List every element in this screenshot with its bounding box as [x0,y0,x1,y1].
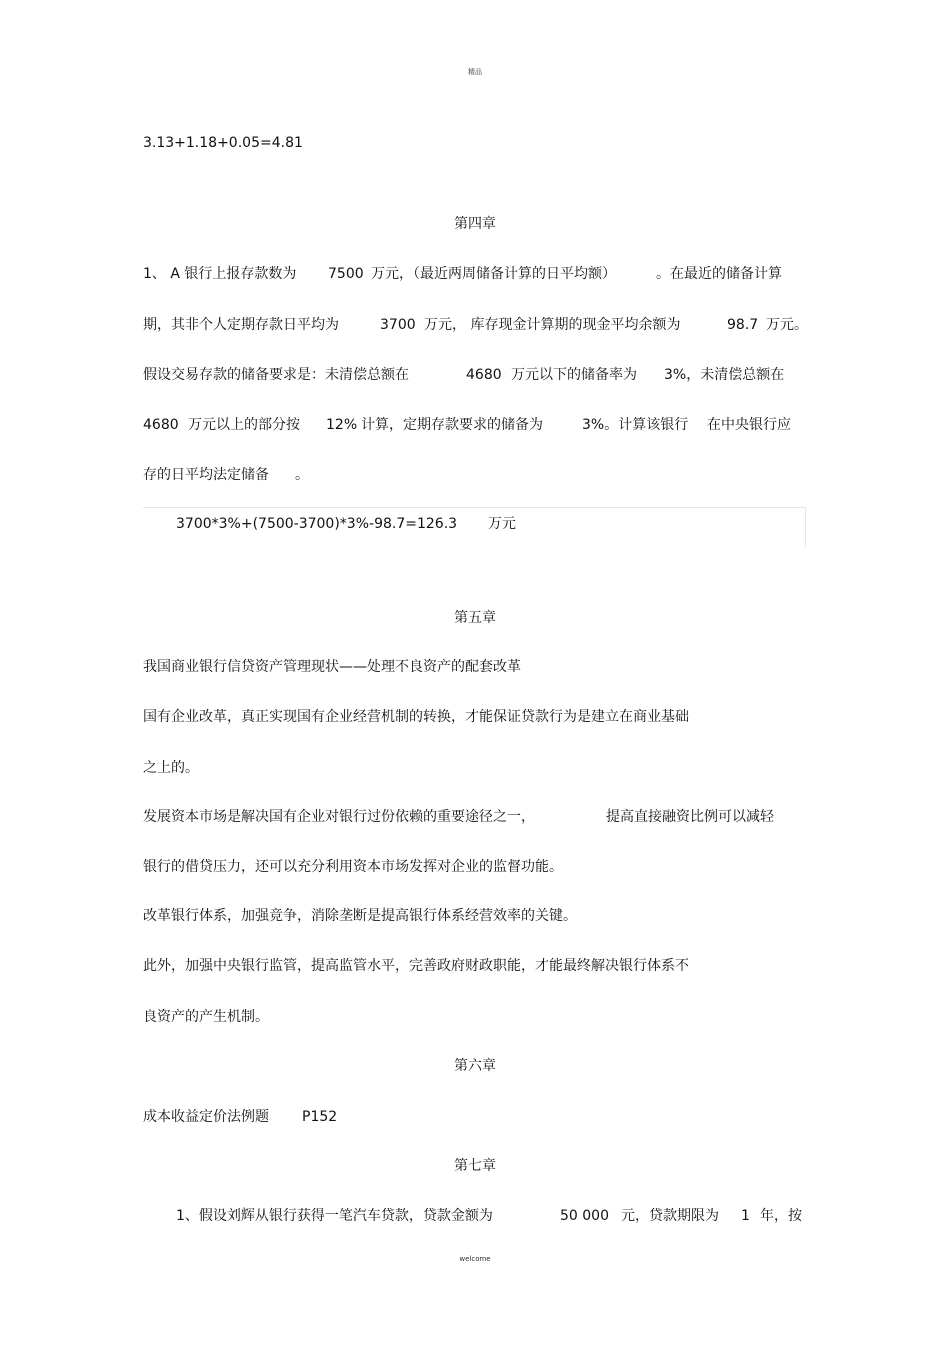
paragraph-line: 发展资本市场是解决国有企业对银行过份依赖的重要途径之一， [143,809,535,825]
question-text: 存的日平均法定储备 [143,467,269,483]
paragraph-line: 银行的借贷压力，还可以充分利用资本市场发挥对企业的监督功能。 [143,859,563,875]
chapter-heading-7: 第七章 [454,1158,496,1174]
page-reference: P152 [302,1109,338,1125]
question-value: 4680 [466,367,502,383]
question-value: 1 [741,1208,750,1224]
question-text: 在中央银行应 [707,417,791,433]
page-footer: welcome [459,1255,491,1263]
section-title: 我国商业银行信贷资产管理现状——处理不良资产的配套改革 [143,659,521,675]
paragraph-line: 国有企业改革，真正实现国有企业经营机制的转换，才能保证贷款行为是建立在商业基础 [143,709,689,725]
question-text: 1、假设刘辉从银行获得一笔汽车贷款，贷款金额为 [176,1208,493,1224]
question-text: 万元，（最近两周储备计算的日平均额） [371,266,616,282]
paragraph-line: 此外，加强中央银行监管，提高监管水平，完善政府财政职能，才能最终解决银行体系不 [143,958,689,974]
question-text: 。在最近的储备计算 [656,266,782,282]
answer-formula: 3700*3%+(7500-3700)*3%-98.7=126.3 [176,516,458,532]
question-text: 万元。 [766,317,808,333]
answer-line: 3.13+1.18+0.05=4.81 [143,135,303,151]
question-value: 7500 [328,266,364,282]
question-value: 3700 [380,317,416,333]
question-text: 万元， 库存现金计算期的现金平均余额为 [424,317,681,333]
question-text: 。 [295,467,309,483]
question-value: 4680 [143,417,179,433]
page-header: 精品 [468,68,482,76]
question-text: 元，贷款期限为 [621,1208,719,1224]
question-value: 12% [326,417,358,433]
paragraph-line: 提高直接融资比例可以减轻 [606,809,774,825]
question-value: 50 000 [560,1208,609,1224]
question-text: 年，按 [760,1208,802,1224]
paragraph-line: 之上的。 [143,760,199,776]
example-reference: 成本收益定价法例题 [143,1109,269,1125]
question-text: 万元以上的部分按 [188,417,300,433]
question-text: 3%。计算该银行 [582,417,689,433]
question-text: 期，其非个人定期存款日平均为 [143,317,339,333]
chapter-heading-5: 第五章 [454,610,496,626]
question-text: 万元以下的储备率为 [511,367,637,383]
question-text: 3%，未清偿总额在 [664,367,785,383]
chapter-heading-6: 第六章 [454,1058,496,1074]
question-value: 98.7 [727,317,759,333]
question-text: 计算，定期存款要求的储备为 [361,417,543,433]
paragraph-line: 改革银行体系，加强竞争，消除垄断是提高银行体系经营效率的关键。 [143,908,577,924]
question-text: 1、 A 银行上报存款数为 [143,266,297,282]
answer-unit: 万元 [488,516,516,532]
paragraph-line: 良资产的产生机制。 [143,1009,269,1025]
question-text: 假设交易存款的储备要求是：未清偿总额在 [143,367,409,383]
chapter-heading-4: 第四章 [454,216,496,232]
